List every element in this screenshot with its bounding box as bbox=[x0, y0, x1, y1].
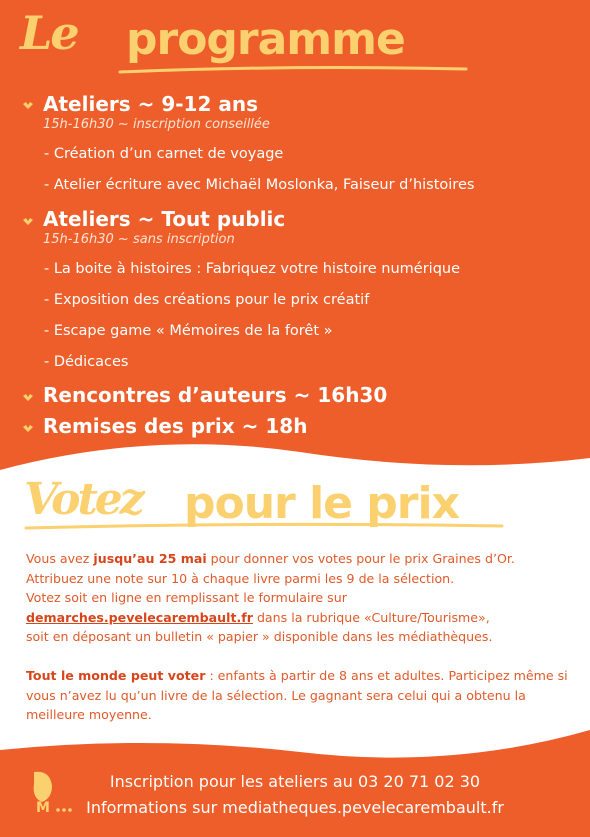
list-item: - Atelier écriture avec Michaël Moslonka, Faiseur d’histoires bbox=[44, 177, 475, 193]
leaf-bullet-icon bbox=[23, 394, 33, 402]
text: dans la rubrique «Culture/Tourisme», bbox=[252, 609, 490, 625]
text: pour donner vos votes pour le prix Graines d’Or. bbox=[206, 551, 515, 566]
leaf-bullet-icon bbox=[23, 102, 33, 110]
everyone-can-vote: Tout le monde peut voter bbox=[26, 668, 206, 683]
section-heading: Remises des prix ~ 18h bbox=[43, 414, 308, 438]
deadline: jusqu’au 25 mai bbox=[93, 551, 207, 566]
svg-text:M: M bbox=[36, 800, 50, 814]
list-item: - Dédicaces bbox=[44, 354, 129, 370]
list-item: - Exposition des créations pour le prix créatif bbox=[44, 292, 370, 308]
votez-underline bbox=[24, 522, 504, 532]
section-subtitle: 15h-16h30 ~ inscription conseillée bbox=[43, 117, 270, 132]
text: Attribuez une note sur 10 à chaque livre parmi les 9 de la sélection. bbox=[26, 570, 455, 586]
footer-registration: Inscription pour les ateliers au 03 20 71 02 30 bbox=[109, 772, 481, 791]
title-programme: programme bbox=[126, 14, 405, 65]
section-subtitle: 15h-16h30 ~ sans inscription bbox=[43, 232, 235, 247]
leaf-bullet-icon bbox=[23, 218, 33, 226]
vote-paragraph-2 bbox=[26, 666, 574, 725]
title-underline bbox=[118, 64, 468, 76]
list-item: - La boite à histoires : Fabriquez votre histoire numérique bbox=[44, 261, 461, 277]
vote-paragraph bbox=[26, 549, 574, 647]
section-heading: Rencontres d’auteurs ~ 16h30 bbox=[43, 383, 388, 407]
vote-link[interactable]: demarches.pevelecarembault.fr bbox=[26, 609, 253, 625]
votez-title: Votez bbox=[24, 474, 142, 525]
pour-le-prix-title: pour le prix bbox=[184, 478, 459, 529]
text: Vous avez bbox=[26, 551, 94, 566]
section-heading: Ateliers ~ 9-12 ans bbox=[43, 92, 258, 116]
list-item: - Escape game « Mémoires de la forêt » bbox=[44, 323, 333, 339]
text: : enfants à partir de 8 ans et adultes. Participez même si vous n’avez lu qu’un livre de la sélection. Le gagnant sera celui qui a obtenu la meilleure moyenne. bbox=[26, 668, 568, 722]
text: soit en déposant un bulletin « papier » disponible dans les médiathèques. bbox=[26, 629, 493, 644]
list-item: - Création d’un carnet de voyage bbox=[44, 146, 284, 162]
footer-info: Informations sur mediatheques.pevelecarembault.fr bbox=[86, 798, 504, 817]
text: Votez soit en ligne en remplissant le formulaire sur bbox=[26, 590, 347, 605]
section-heading: Ateliers ~ Tout public bbox=[43, 207, 286, 231]
title-le: Le bbox=[20, 6, 78, 60]
